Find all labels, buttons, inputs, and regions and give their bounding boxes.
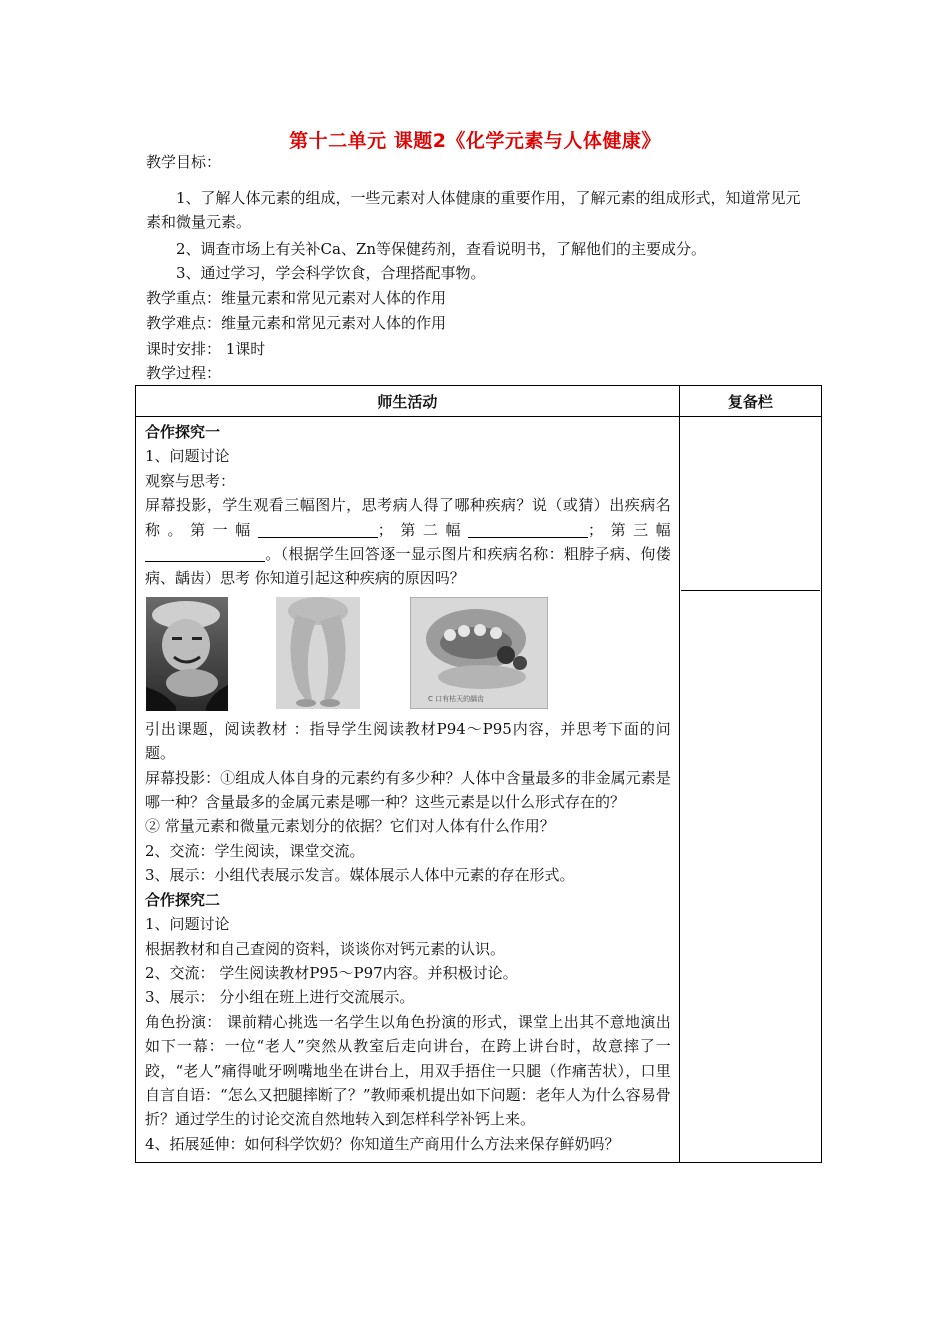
section1-para6: 3、展示：小组代表展示发言。媒体展示人体中元素的存在形式。 [145, 866, 575, 885]
section1-line2: 观察与思考： [145, 471, 236, 490]
notes-cell-divider [681, 418, 820, 591]
goiter-photo [146, 597, 228, 711]
section1-para5: 2、交流：学生阅读，课堂交流。 [145, 841, 365, 860]
section1-heading: 合作探究一 [145, 423, 221, 441]
goal-item-2: 2、调查市场上有关补Ca、Zn等保健药剂，查看说明书，了解他们的主要成分。 [176, 240, 707, 258]
disease-photos [145, 597, 671, 713]
blank-1 [258, 521, 378, 538]
goals-label: 教学目标： [146, 153, 222, 171]
section2-heading: 合作探究二 [145, 890, 221, 909]
blank-2 [468, 521, 588, 538]
section2-line3: 2、交流： 学生阅读教材P95～P97内容。并积极讨论。 [145, 963, 518, 982]
section1-line1: 1、问题讨论 [145, 447, 230, 466]
goal-item-1: 1、了解人体元素的组成，一些元素对人体健康的重要作用，了解元素的组成形式，知道常见元素和微量元素。 [146, 189, 801, 231]
section2-line-last: 4、拓展延伸：如何科学饮奶？你知道生产商用什么方法来保存鲜奶吗？ [145, 1134, 620, 1153]
key-point: 教学重点：维量元素和常见元素对人体的作用 [146, 289, 447, 307]
page-title: 第十二单元 课题2《化学元素与人体健康》 [289, 130, 661, 152]
section2-line2: 根据教材和自己查阅的资料，谈谈你对钙元素的认识。 [145, 939, 506, 958]
table-header-row [136, 386, 822, 417]
difficulty: 教学难点：维量元素和常见元素对人体的作用 [146, 314, 447, 332]
goal-item-3: 3、通过学习，学会科学饮食，合理搭配事物。 [176, 264, 486, 282]
blank-3 [145, 545, 265, 562]
dental-photo-caption: C 口有枯天的龋齿 [428, 694, 485, 703]
section1-para1: 屏幕投影，学生观看三幅图片，思考病人得了哪种疾病？说（或猜）出疾病名称。第一幅 ；第二幅 ；第三幅。（根据学生回答逐一显示图片和疾病名称：粗脖子病、佝偻病、龋齿）思考 你知道引起这种疾病的原因吗？ [145, 496, 671, 588]
col-header-activities: 师生活动 [136, 386, 680, 417]
section1-para3: 屏幕投影：①组成人体自身的元素约有多少种？人体中含量最多的非金属元素是哪一种？含量最多的金属元素是哪一种？这些元素是以什么形式存在的？ [145, 768, 671, 812]
section2-line4: 3、展示： 分小组在班上进行交流展示。 [145, 988, 415, 1007]
schedule: 课时安排： 1课时 [146, 340, 266, 358]
section1-para2: 引出课题，阅读教材 ：指导学生阅读教材P94～P95内容，并思考下面的问题。 [145, 719, 671, 763]
dental-caries-photo [410, 597, 548, 709]
process-label: 教学过程： [146, 364, 222, 382]
lesson-table [135, 385, 822, 1163]
activities-cell [136, 417, 680, 1163]
rickets-photo [276, 597, 360, 709]
section2-role-play: 角色扮演： 课前精心挑选一名学生以角色扮演的形式，课堂上出其不意地演出如下一幕：一位“老人”突然从教室后走向讲台，在跨上讲台时，故意摔了一跤，“老人”痛得呲牙咧嘴地坐在讲台上，用双手捂住一只腿（作痛苦状），口里自言自语：“怎么又把腿摔断了？”教师乘机提出如下问题：老年人为什么容易骨折？通过学生的讨论交流自然地转入到怎样科学补钙上来。 [145, 1012, 671, 1129]
col-header-notes: 复备栏 [679, 386, 821, 417]
table-body-row [136, 417, 822, 1163]
section1-para4: ② 常量元素和微量元素划分的依据？它们对人体有什么作用？ [145, 817, 555, 836]
section2-line1: 1、问题讨论 [145, 915, 230, 934]
notes-cell [679, 417, 821, 1163]
